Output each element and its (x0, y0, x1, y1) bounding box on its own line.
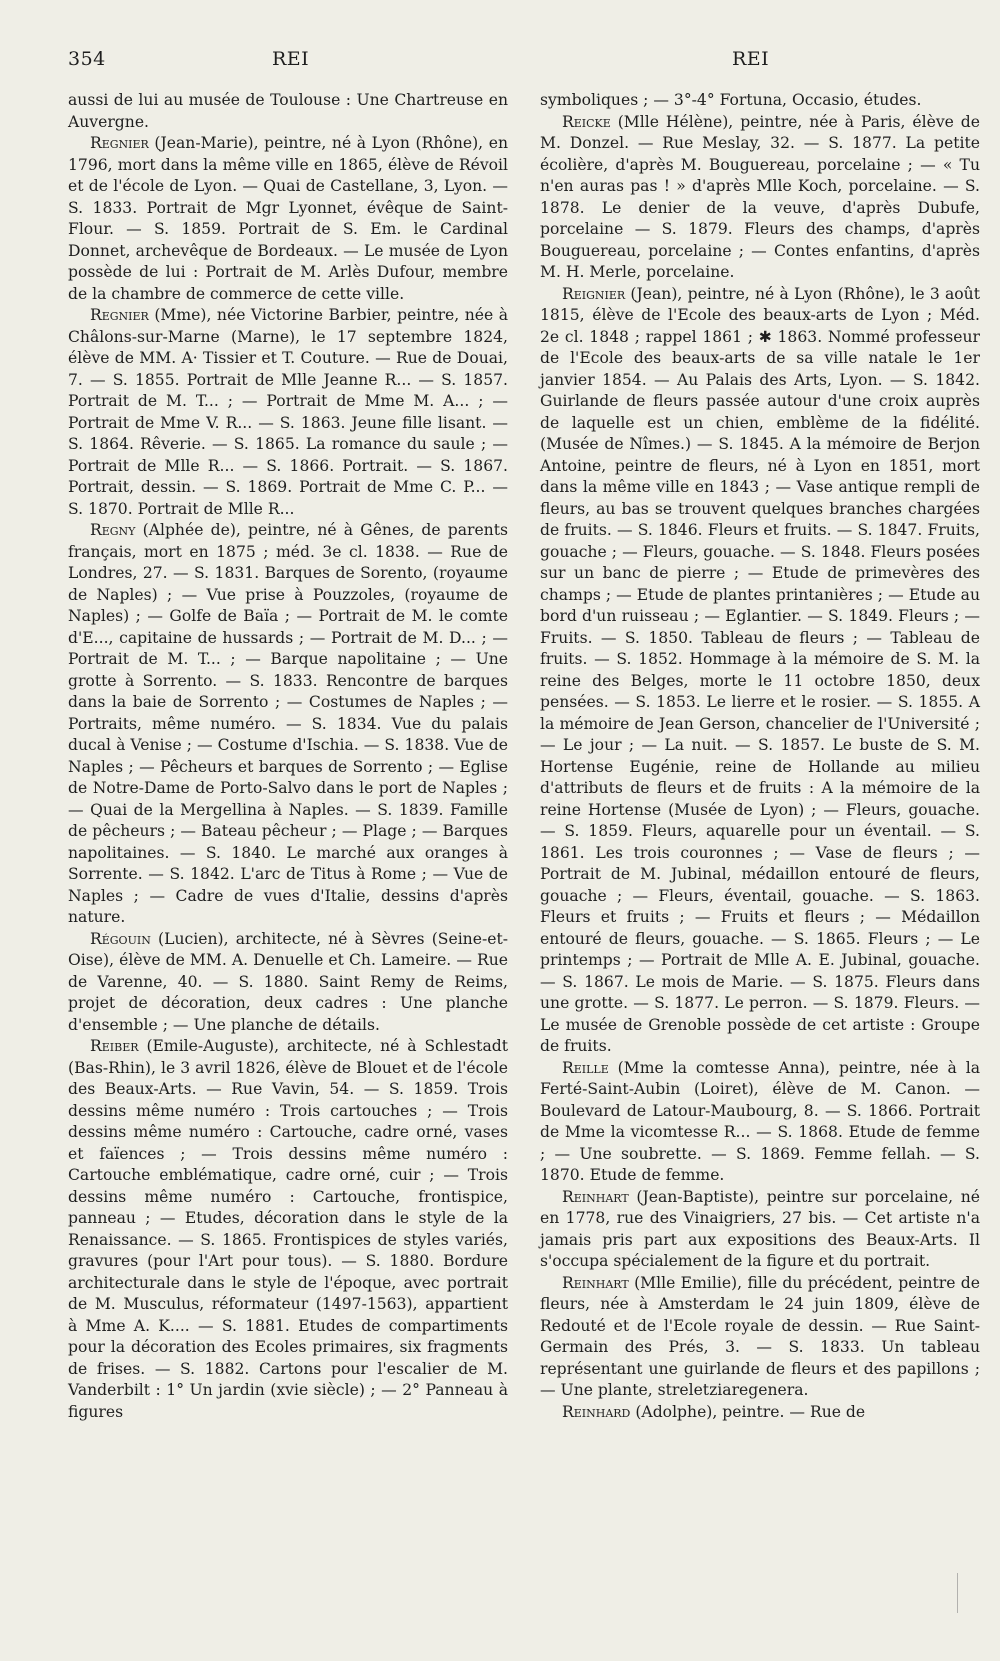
entry-text: (Mlle Emilie), fille du précédent, peintre de fleurs, née à Amsterdam le 24 juin 1809, élève de Redouté et de l'Ecole royale de dessin. — Rue Saint-Germain des Prés, 3. — S. 1833. Un tableau représentant une guirlande de fleurs et des papillons ; — Une plante, streletziaregenera. (540, 1273, 980, 1399)
left-running-head: REI (272, 48, 310, 70)
dictionary-entry (540, 112, 980, 284)
entry-name: Régouin (90, 929, 151, 948)
entry-name: Reille (562, 1058, 609, 1077)
right-column (540, 90, 980, 1423)
entry-text: (Mme), née Victorine Barbier, peintre, née à Châlons-sur-Marne (Marne), le 17 septembre 1824, élève de MM. A· Tissier et T. Couture. — Rue de Douai, 7. — S. 1855. Portrait de Mlle Jeanne R... — S. 1857. Portrait de M. T... ; — Portrait de Mme M. A... ; — Portrait de Mme V. R... — S. 1863. Jeune fille lisant. — S. 1864. Rêverie. — S. 1865. La romance du saule ; — Portrait de Mlle R... — S. 1866. Portrait. — S. 1867. Portrait, dessin. — S. 1869. Portrait de Mme C. P... — S. 1870. Portrait de Mlle R... (68, 306, 508, 518)
entry-name: Regny (90, 521, 136, 539)
entry-text: (Mlle Hélène), peintre, née à Paris, élève de M. Donzel. — Rue Meslay, 32. — S. 1877. La petite écolière, d'après M. Bouguereau, porcelaine ; — « Tu n'en auras pas ! » d'après Mlle Koch, porcelaine. — S. 1878. Le denier de la veuve, d'après Dubufe, porcelaine — S. 1879. Fleurs des champs, d'après Bouguereau, porcelaine ; — Contes enfantins, d'après M. H. Merle, porcelaine. (540, 112, 980, 281)
entry-name: Reinhart (562, 1273, 629, 1292)
dictionary-entry (68, 1036, 508, 1423)
dictionary-entry (68, 90, 508, 133)
entry-text: (Jean-Marie), peintre, né à Lyon (Rhône), en 1796, mort dans la même ville en 1865, élève de Révoil et de l'école de Lyon. — Quai de Castellane, 3, Lyon. — S. 1833. Portrait de Mgr Lyonnet, évêque de Saint-Flour. — S. 1859. Portrait de S. Em. le Cardinal Donnet, archevêque de Bordeaux. — Le musée de Lyon possède de lui : Portrait de M. Arlès Dufour, membre de la chambre de commerce de cette ville. (68, 134, 508, 303)
running-header (0, 48, 1000, 78)
right-running-head: REI (732, 48, 770, 70)
entry-text: (Jean), peintre, né à Lyon (Rhône), le 3 août 1815, élève de l'Ecole des beaux-arts de Lyon ; Méd. 2e cl. 1848 ; rappel 1861 ; ✱ 1863. Nommé professeur de l'Ecole des beaux-arts de sa ville natale le 1er janvier 1854. — Au Palais des Arts, Lyon. — S. 1842. Guirlande de fleurs passée autour d'une croix auprès de laquelle est un chien, emblème de la fidélité. (Musée de Nîmes.) — S. 1845. A la mémoire de Berjon Antoine, peintre de fleurs, né à Lyon en 1851, mort dans la même ville en 1843 ; — Vase antique rempli de fleurs, au bas se trouvent quelques branches chargées de fruits. — S. 1846. Fleurs et fruits. — S. 1847. Fruits, gouache ; — Fleurs, gouache. — S. 1848. Fleurs posées sur un banc de pierre ; — Etude de primevères des champs ; — Etude de plantes printanières ; — Etude au bord d'un ruisseau ; — Eglantier. — S. 1849. Fleurs ; — Fruits. — S. 1850. Tableau de fleurs ; — Tableau de fruits. — S. 1852. Hommage à la mémoire de S. M. la reine des Belges, morte le 11 octobre 1850, deux pensées. — S. 1853. Le lierre et le rosier. — S. 1855. A la mémoire de Jean Gerson, chancelier de l'Université ; — Le jour ; — La nuit. — S. 1857. Le buste de S. M. Hortense Eugénie, reine de Hollande au milieu d'attributs de fleurs et de fruits : A la mémoire de la reine Hortense (Musée de Lyon) ; — Fleurs, gouache. — S. 1859. Fleurs, aquarelle pour un éventail. — S. 1861. Les trois couronnes ; — Vase de fleurs ; — Portrait de M. Jubinal, médaillon entouré de fleurs, gouache ; — Fleurs, éventail, gouache. — S. 1863. Fleurs et fruits ; — Fruits et fleurs ; — Médaillon entouré de fleurs, gouache. — S. 1865. Fleurs ; — Le printemps ; — Portrait de Mlle A. E. Jubinal, gouache. — S. 1867. Le mois de Marie. — S. 1875. Fleurs dans une grotte. — S. 1877. Le perron. — S. 1879. Fleurs. — Le musée de Grenoble possède de cet artiste : Groupe de fruits. (540, 284, 980, 1055)
entry-name: Reicke (562, 112, 611, 131)
dictionary-entry (68, 929, 508, 1037)
entry-name: Reinhart (562, 1187, 629, 1206)
dictionary-entry (540, 90, 980, 112)
entry-name: Reinhard (562, 1402, 631, 1421)
entry-text: aussi de lui au musée de Toulouse : Une Chartreuse en Auvergne. (68, 91, 508, 131)
entry-name: Regnier (90, 134, 149, 152)
entry-text: (Jean-Baptiste), peintre sur porcelaine, né en 1778, rue des Vinaigriers, 27 bis. — Cet artiste n'a jamais pris part aux expositions des Beaux-Arts. Il s'occupa spécialement de la figure et du portrait. (540, 1187, 980, 1270)
dictionary-entry (540, 1187, 980, 1273)
dictionary-entry (68, 520, 508, 929)
page-number: 354 (68, 48, 106, 70)
dictionary-entry (540, 1273, 980, 1402)
entry-text: symboliques ; — 3°-4° Fortuna, Occasio, études. (540, 91, 922, 109)
entry-name: Reiber (90, 1037, 139, 1055)
dictionary-entry (68, 305, 508, 520)
dictionary-entry (68, 133, 508, 305)
entry-text: (Mme la comtesse Anna), peintre, née à la Ferté-Saint-Aubin (Loiret), élève de M. Canon. — Boulevard de Latour-Maubourg, 8. — S. 1866. Portrait de Mme la vicomtesse R... — S. 1868. Etude de femme ; — Une soubrette. — S. 1869. Femme fellah. — S. 1870. Etude de femme. (540, 1058, 980, 1184)
entry-text: (Adolphe), peintre. — Rue de (630, 1402, 866, 1421)
page-edge-mark (957, 1573, 964, 1613)
dictionary-entry (540, 1402, 980, 1424)
entry-text: (Lucien), architecte, né à Sèvres (Seine-et-Oise), élève de MM. A. Denuelle et Ch. Lameire. — Rue de Varenne, 40. — S. 1880. Saint Remy de Reims, projet de décoration, deux cadres : Une planche d'ensemble ; — Une planche de détails. (68, 929, 508, 1034)
entry-text: (Emile-Auguste), architecte, né à Schlestadt (Bas-Rhin), le 3 avril 1826, élève de Blouet et de l'école des Beaux-Arts. — Rue Vavin, 54. — S. 1859. Trois dessins même numéro : Trois cartouches ; — Trois dessins même numéro : Cartouche, cadre orné, vases et faïences ; — Trois dessins même numéro : Cartouche emblématique, cadre orné, cuir ; — Trois dessins même numéro : Cartouche, frontispice, panneau ; — Etudes, décoration dans le style de la Renaissance. — S. 1865. Frontispices de styles variés, gravures (pour l'Art pour tous). — S. 1880. Bordure architecturale dans le style de l'époque, avec portrait de M. Musculus, réformateur (1497-1563), appartient à Mme A. K.... — S. 1881. Etudes de compartiments pour la décoration des Ecoles primaires, six fragments de frises. — S. 1882. Cartons pour l'escalier de M. Vanderbilt : 1° Un jardin (xvie siècle) ; — 2° Panneau à figures (68, 1037, 508, 1421)
entry-name: Regnier (90, 306, 149, 324)
dictionary-entry (540, 284, 980, 1058)
left-column (68, 90, 508, 1423)
entry-text: (Alphée de), peintre, né à Gênes, de parents français, mort en 1875 ; méd. 3e cl. 1838. — Rue de Londres, 27. — S. 1831. Barques de Sorento, (royaume de Naples) ; — Vue prise à Pouzzoles, (royaume de Naples) ; — Golfe de Baïa ; — Portrait de M. le comte d'E..., capitaine de hussards ; — Portrait de M. D... ; — Portrait de M. T... ; — Barque napolitaine ; — Une grotte à Sorrento. — S. 1833. Rencontre de barques dans la baie de Sorrento ; — Costumes de Naples ; — Portraits, même numéro. — S. 1834. Vue du palais ducal à Venise ; — Costume d'Ischia. — S. 1838. Vue de Naples ; — Pêcheurs et barques de Sorrento ; — Eglise de Notre-Dame de Porto-Salvo dans le port de Naples ; — Quai de la Mergellina à Naples. — S. 1839. Famille de pêcheurs ; — Bateau pêcheur ; — Plage ; — Barques napolitaines. — S. 1840. Le marché aux oranges à Sorrente. — S. 1842. L'arc de Titus à Rome ; — Vue de Naples ; — Cadre de vues d'Italie, dessins d'après nature. (68, 521, 508, 926)
entry-name: Reignier (562, 284, 626, 303)
dictionary-entry (540, 1058, 980, 1187)
